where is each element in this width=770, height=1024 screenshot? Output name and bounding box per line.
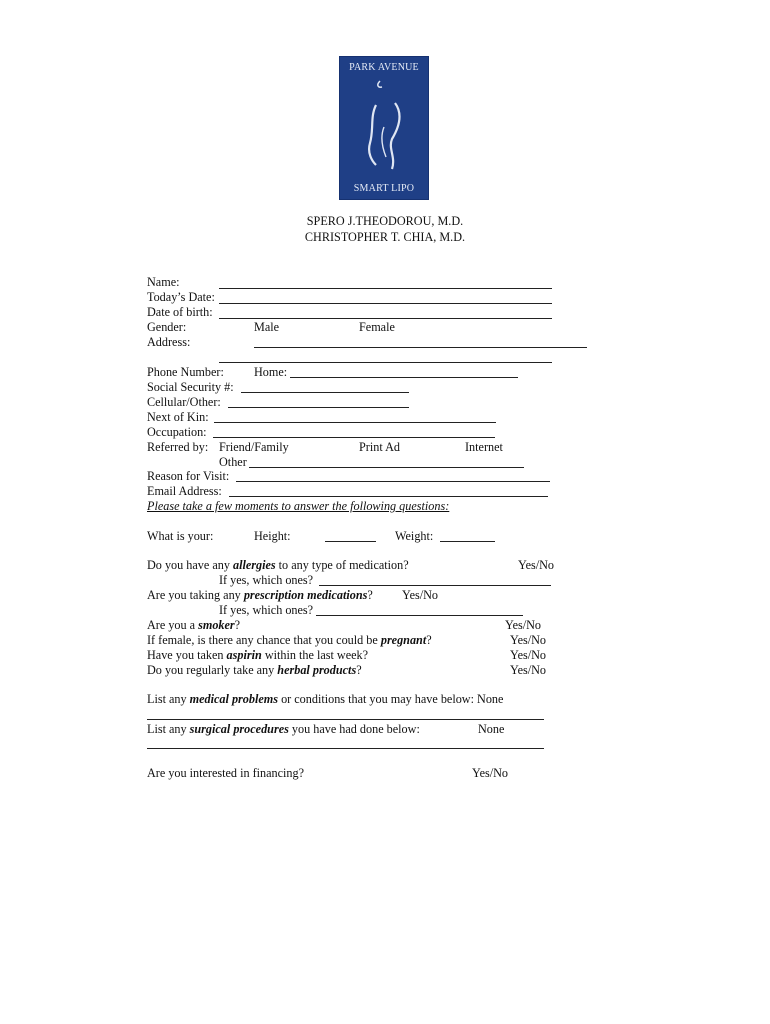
cell-label: Cellular/Other: xyxy=(147,395,221,409)
next-of-kin-label: Next of Kin: xyxy=(147,410,209,424)
height-field[interactable] xyxy=(325,541,376,542)
home-phone-field[interactable] xyxy=(290,377,518,378)
surgical-question: List any surgical procedures you have had done below: xyxy=(147,722,420,736)
referred-print-option[interactable]: Print Ad xyxy=(359,440,400,454)
gender-label: Gender: xyxy=(147,320,187,334)
todays-date-label: Today’s Date: xyxy=(147,290,215,304)
doctor-name-1: SPERO J.THEODOROU, M.D. xyxy=(306,214,464,228)
medical-problems-question: List any medical problems or conditions that you may have below: None xyxy=(147,692,504,706)
surgical-answer: None xyxy=(478,722,505,736)
gender-male-option[interactable]: Male xyxy=(254,320,280,334)
financing-question: Are you interested in financing? xyxy=(147,766,305,780)
address-field-line2[interactable] xyxy=(219,362,552,363)
weight-label: Weight: xyxy=(395,529,434,543)
pregnant-question: If female, is there any chance that you could be pregnant? xyxy=(147,633,432,647)
reason-field[interactable] xyxy=(236,481,550,482)
park-avenue-smart-lipo-logo xyxy=(339,56,429,200)
ssn-field[interactable] xyxy=(241,392,409,393)
smoker-yes-no[interactable]: Yes/No xyxy=(505,618,542,632)
what-is-your-label: What is your: xyxy=(147,529,214,543)
next-of-kin-field[interactable] xyxy=(214,422,496,423)
aspirin-question: Have you taken aspirin within the last week? xyxy=(147,648,369,662)
name-field[interactable] xyxy=(219,288,552,289)
referred-internet-option[interactable]: Internet xyxy=(465,440,503,454)
medical-problems-field[interactable] xyxy=(147,719,544,720)
cell-field[interactable] xyxy=(228,407,409,408)
phone-label: Phone Number: xyxy=(147,365,224,379)
allergies-question: Do you have any allergies to any type of medication? xyxy=(147,558,409,572)
referred-friend-option[interactable]: Friend/Family xyxy=(219,440,289,454)
pregnant-yes-no[interactable]: Yes/No xyxy=(510,633,547,647)
prescription-which-field[interactable] xyxy=(316,615,523,616)
address-label: Address: xyxy=(147,335,191,349)
allergies-which-field[interactable] xyxy=(319,585,551,586)
todays-date-field[interactable] xyxy=(219,303,552,304)
referred-other-field[interactable] xyxy=(249,467,524,468)
dob-label: Date of birth: xyxy=(147,305,213,319)
height-label: Height: xyxy=(254,529,291,543)
prescription-question: Are you taking any prescription medications? xyxy=(147,588,373,602)
email-field[interactable] xyxy=(229,496,548,497)
allergies-if-yes-label: If yes, which ones? xyxy=(219,573,314,587)
referred-other-label: Other xyxy=(219,455,247,469)
home-phone-label: Home: xyxy=(254,365,288,379)
occupation-label: Occupation: xyxy=(147,425,207,439)
prescription-if-yes-label: If yes, which ones? xyxy=(219,603,314,617)
herbal-yes-no[interactable]: Yes/No xyxy=(510,663,547,677)
doctor-name-2: CHRISTOPHER T. CHIA, M.D. xyxy=(304,230,466,244)
allergies-yes-no[interactable]: Yes/No xyxy=(518,558,555,572)
reason-label: Reason for Visit: xyxy=(147,469,230,483)
surgical-field[interactable] xyxy=(147,748,544,749)
email-label: Email Address: xyxy=(147,484,222,498)
smoker-question: Are you a smoker? xyxy=(147,618,241,632)
body-silhouette-icon xyxy=(340,57,430,201)
address-field-line1[interactable] xyxy=(254,347,587,348)
occupation-field[interactable] xyxy=(213,437,495,438)
logo-top-text: PARK AVENUE xyxy=(349,62,419,73)
gender-female-option[interactable]: Female xyxy=(359,320,395,334)
financing-yes-no[interactable]: Yes/No xyxy=(472,766,509,780)
ssn-label: Social Security #: xyxy=(147,380,234,394)
prescription-yes-no[interactable]: Yes/No xyxy=(402,588,439,602)
name-label: Name: xyxy=(147,275,180,289)
weight-field[interactable] xyxy=(440,541,495,542)
instructions-text: Please take a few moments to answer the following questions: xyxy=(147,499,450,513)
logo-bottom-text: SMART LIPO xyxy=(353,183,415,194)
herbal-question: Do you regularly take any herbal products? xyxy=(147,663,362,677)
dob-field[interactable] xyxy=(219,318,552,319)
referred-by-label: Referred by: xyxy=(147,440,209,454)
aspirin-yes-no[interactable]: Yes/No xyxy=(510,648,547,662)
